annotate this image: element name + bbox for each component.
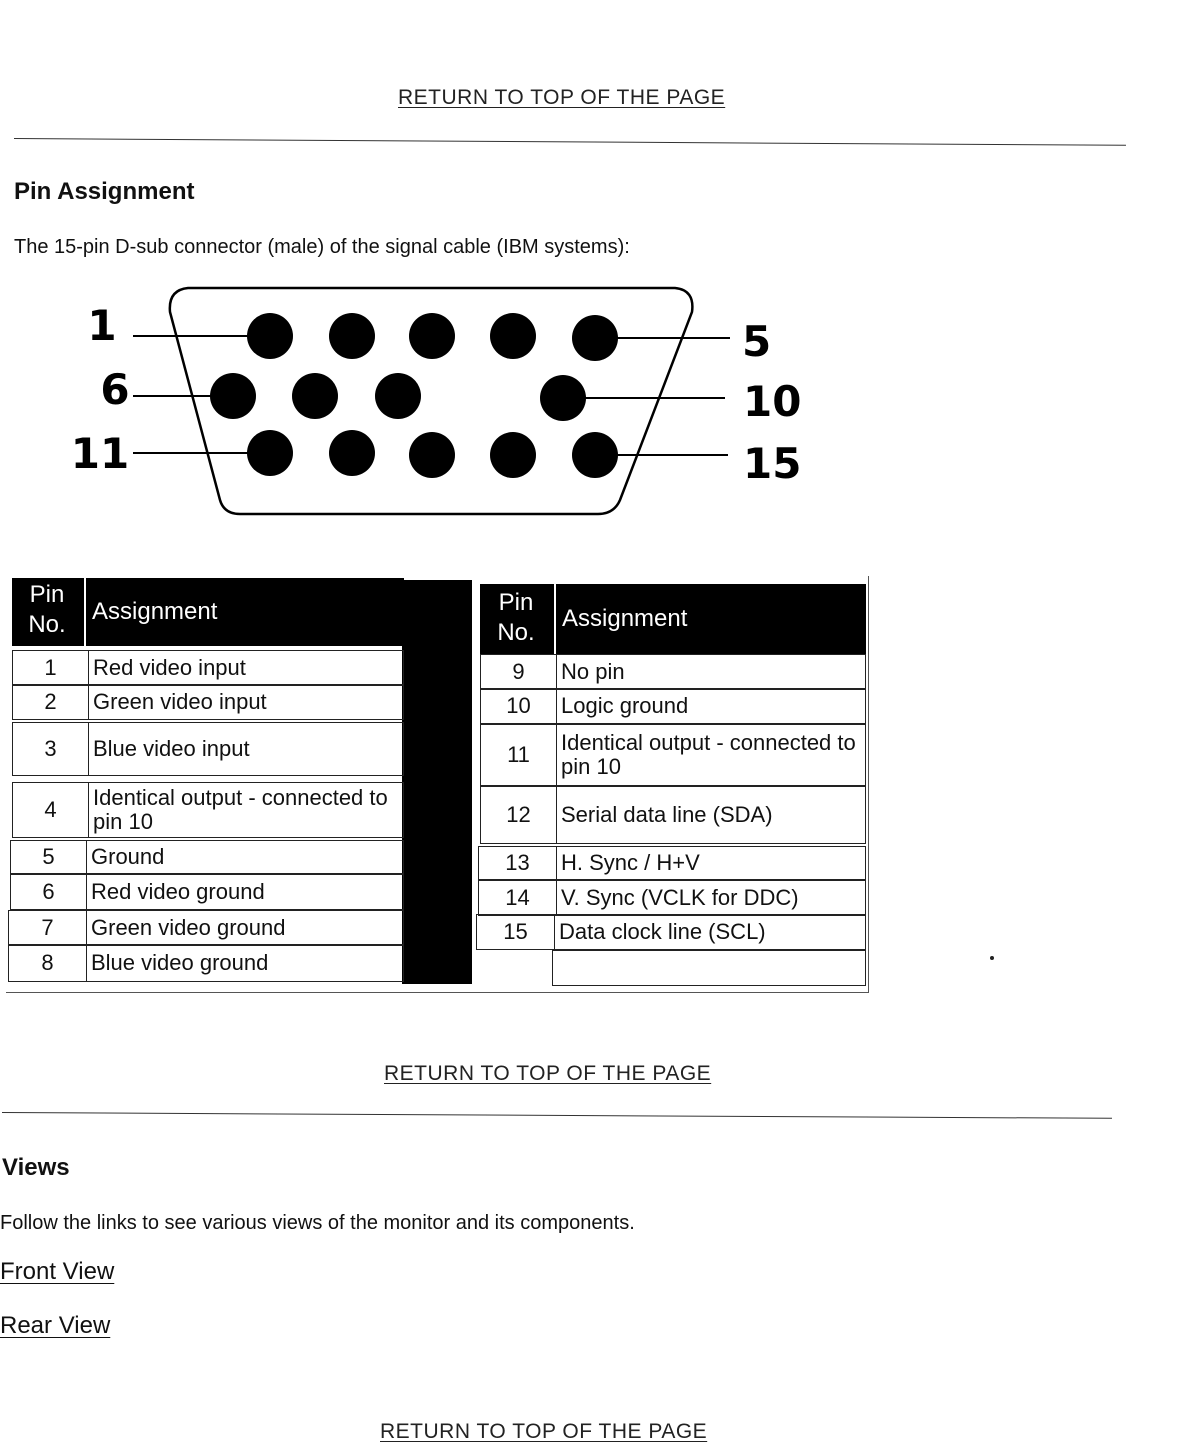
- pin-number-cell: 10: [480, 688, 556, 724]
- views-description: Follow the links to see various views of the monitor and its components.: [0, 1212, 635, 1234]
- table-row: [12, 782, 404, 838]
- pin-10: [540, 375, 586, 421]
- table-row: [478, 846, 866, 880]
- pin-number-cell: 6: [10, 874, 86, 910]
- label-pin-5: 5: [742, 317, 772, 366]
- assignment-cell: Identical output - connected to pin 10: [556, 724, 866, 786]
- left-table-header: [12, 578, 404, 646]
- table-row: [480, 786, 866, 844]
- pin-assignment-table: [6, 576, 870, 996]
- pin-number-cell: 7: [8, 910, 86, 946]
- table-row: [8, 944, 404, 982]
- table-row: [480, 724, 866, 786]
- pin-8: [375, 373, 421, 419]
- table-row: [480, 654, 866, 690]
- pin-1: [247, 313, 293, 359]
- pin-number-cell: 8: [8, 944, 86, 982]
- pin-number-cell: 3: [12, 722, 88, 776]
- label-pin-15: 15: [743, 439, 802, 488]
- return-to-top-link[interactable]: RETURN TO TOP OF THE PAGE: [384, 1062, 712, 1085]
- assignment-cell: Ground: [86, 840, 404, 874]
- pin-number-cell: 15: [476, 914, 554, 950]
- divider: [14, 138, 1126, 146]
- pin-number-cell: 14: [478, 880, 556, 916]
- assignment-cell: Identical output - connected to pin 10: [88, 782, 404, 838]
- table-row: [12, 722, 404, 776]
- label-pin-11: 11: [70, 429, 130, 478]
- pin-assignment-heading: Pin Assignment: [14, 178, 195, 205]
- assignment-cell: Green video input: [88, 684, 404, 720]
- table-row: [12, 684, 404, 720]
- pin-number-cell: 13: [478, 846, 556, 880]
- header-assignment-label: Assignment: [562, 605, 688, 632]
- table-row: [480, 688, 866, 724]
- pin-12: [329, 430, 375, 476]
- return-to-top-link[interactable]: RETURN TO TOP OF THE PAGE: [398, 86, 726, 109]
- pin-number-cell: 12: [480, 786, 556, 844]
- views-heading: Views: [2, 1154, 70, 1181]
- pin-4: [490, 313, 536, 359]
- assignment-cell: Red video input: [88, 650, 404, 686]
- stray-dot: [990, 956, 994, 960]
- pin-number-cell: 1: [12, 650, 88, 686]
- pin-number-cell: 11: [480, 724, 556, 786]
- pin-11: [247, 430, 293, 476]
- assignment-cell: V. Sync (VCLK for DDC): [556, 880, 866, 916]
- table-row: [476, 950, 866, 986]
- assignment-cell: Serial data line (SDA): [556, 786, 866, 844]
- assignment-cell: [552, 950, 866, 986]
- pin-15: [572, 432, 618, 478]
- assignment-cell: No pin: [556, 654, 866, 690]
- pin-2: [329, 313, 375, 359]
- pin-number-cell: 4: [12, 782, 88, 838]
- pin-7: [292, 373, 338, 419]
- table-row: [10, 840, 404, 874]
- pin-3: [409, 313, 455, 359]
- vga-connector-diagram: [70, 278, 810, 528]
- pin-6: [210, 373, 256, 419]
- pin-13: [409, 432, 455, 478]
- assignment-cell: Red video ground: [86, 874, 404, 910]
- header-pin-label: Pin: [498, 589, 534, 616]
- assignment-cell: Data clock line (SCL): [554, 914, 866, 950]
- divider: [2, 1112, 1112, 1119]
- right-table-header: [480, 584, 866, 654]
- label-pin-10: 10: [743, 377, 802, 426]
- pin-5: [572, 315, 618, 361]
- assignment-cell: Logic ground: [556, 688, 866, 724]
- table-row: [8, 910, 404, 946]
- return-to-top-link[interactable]: RETURN TO TOP OF THE PAGE: [380, 1420, 708, 1443]
- pin-number-cell: 5: [10, 840, 86, 874]
- assignment-cell: Blue video ground: [86, 944, 404, 982]
- pin-assignment-description: The 15-pin D-sub connector (male) of the signal cable (IBM systems):: [14, 236, 630, 258]
- assignment-cell: H. Sync / H+V: [556, 846, 866, 880]
- pin-number-cell: 2: [12, 684, 88, 720]
- table-row: [478, 880, 866, 916]
- front-view-link[interactable]: Front View: [0, 1258, 115, 1285]
- header-assignment-label: Assignment: [92, 598, 218, 625]
- header-pin-label: Pin: [29, 581, 65, 608]
- table-row: [476, 914, 866, 950]
- rear-view-link[interactable]: Rear View: [0, 1312, 111, 1339]
- pin-14: [490, 432, 536, 478]
- label-pin-1: 1: [87, 301, 117, 350]
- label-pin-6: 6: [100, 365, 130, 414]
- table-row: [12, 650, 404, 686]
- assignment-cell: Blue video input: [88, 722, 404, 776]
- header-no-label: No.: [28, 611, 66, 638]
- header-no-label: No.: [497, 619, 535, 646]
- pin-number-cell: 9: [480, 654, 556, 690]
- table-separator-bar: [402, 580, 472, 984]
- assignment-cell: Green video ground: [86, 910, 404, 946]
- table-row: [10, 874, 404, 910]
